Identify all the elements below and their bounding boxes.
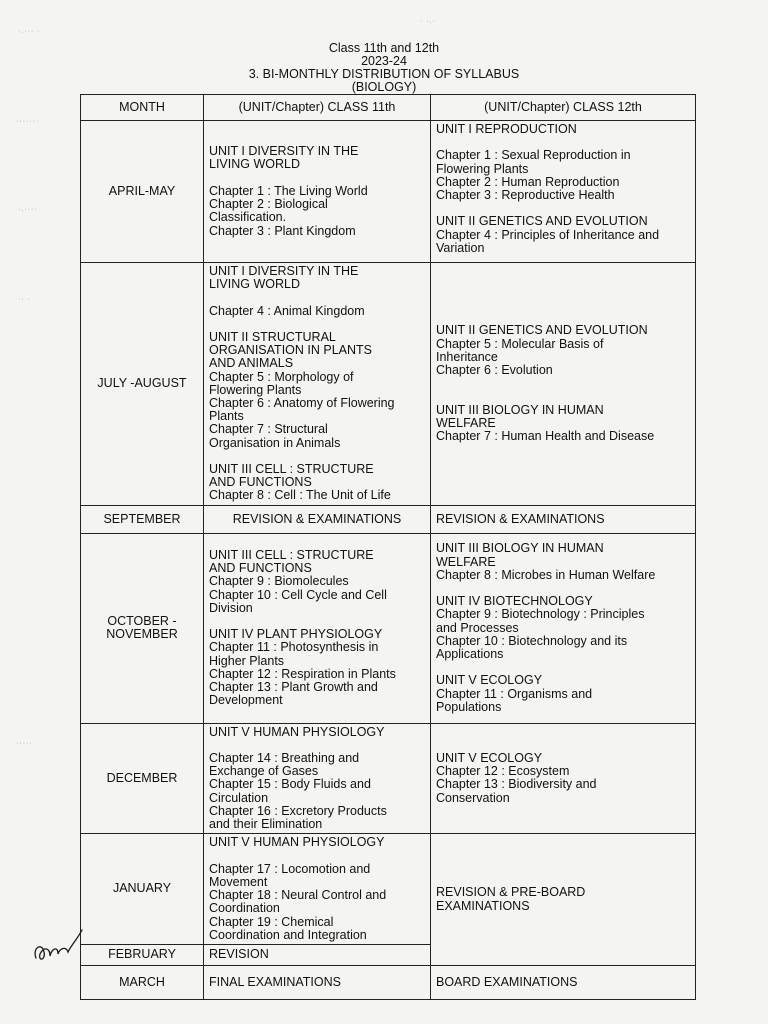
month-cell: MARCH: [81, 965, 204, 999]
class11-cell: UNIT I DIVERSITY IN THE LIVING WORLD Chapter 4 : Animal Kingdom UNIT II STRUCTURAL ORGANISATION IN PLANTS AND ANIMALS Chapter 5 : Morphology of Flowering Plants Chapter 6 : Anatomy of Flowering Plants Chapter 7 : Structural Organisation in Animals UNIT III CELL : STRUCTURE AND FUNCTIONS Chapter 8 : Cell : The Unit of Life: [204, 263, 431, 506]
scan-speck: ·.··· ·: [18, 28, 41, 35]
table-row: [81, 121, 696, 263]
column-header-month: MONTH: [81, 95, 204, 121]
header-year-line: 2023-24: [361, 54, 407, 68]
class11-cell: UNIT V HUMAN PHYSIOLOGY Chapter 17 : Locomotion and Movement Chapter 18 : Neural Control and Coordination Chapter 19 : Chemical Coordination and Integration: [204, 834, 431, 945]
class12-cell: REVISION & EXAMINATIONS: [431, 505, 696, 533]
month-cell: SEPTEMBER: [81, 505, 204, 533]
class11-cell: FINAL EXAMINATIONS: [204, 965, 431, 999]
class12-cell: UNIT III BIOLOGY IN HUMAN WELFARE Chapter 8 : Microbes in Human Welfare UNIT IV BIOTECHNOLOGY Chapter 9 : Biotechnology : Principles and Processes Chapter 10 : Biotechnology and its Applications UNIT V ECOLOGY Chapter 11 : Organisms and Populations: [431, 533, 696, 723]
class12-cell: UNIT II GENETICS AND EVOLUTION Chapter 5 : Molecular Basis of Inheritance Chapter 6 : Evolution UNIT III BIOLOGY IN HUMAN WELFARE Chapter 7 : Human Health and Disease: [431, 263, 696, 506]
class11-cell: REVISION: [204, 944, 431, 965]
table-header-row: [81, 95, 696, 121]
class11-cell: UNIT I DIVERSITY IN THE LIVING WORLD Chapter 1 : The Living World Chapter 2 : Biological Classification. Chapter 3 : Plant Kingdom: [204, 121, 431, 263]
class12-cell: UNIT I REPRODUCTION Chapter 1 : Sexual Reproduction in Flowering Plants Chapter 2 : Human Reproduction Chapter 3 : Reproductive Health UNIT II GENETICS AND EVOLUTION Chapter 4 : Principles of Inheritance and Variation: [431, 121, 696, 263]
month-cell: OCTOBER - NOVEMBER: [81, 533, 204, 723]
class11-cell: UNIT III CELL : STRUCTURE AND FUNCTIONS Chapter 9 : Biomolecules Chapter 10 : Cell Cycle and Cell Division UNIT IV PLANT PHYSIOLOGY Chapter 11 : Photosynthesis in Higher Plants Chapter 12 : Respiration in Plants Chapter 13 : Plant Growth and Development: [204, 533, 431, 723]
table-row: [81, 533, 696, 723]
handwritten-signature: [28, 918, 88, 968]
scan-speck: ·· ·: [18, 296, 31, 303]
class12-cell: BOARD EXAMINATIONS: [431, 965, 696, 999]
month-cell: APRIL-MAY: [81, 121, 204, 263]
syllabus-table: [80, 94, 696, 1000]
table-row: [81, 965, 696, 999]
column-header-class12: (UNIT/Chapter) CLASS 12th: [431, 95, 696, 121]
header-class-line: Class 11th and 12th: [328, 41, 440, 55]
class12-cell: UNIT V ECOLOGY Chapter 12 : Ecosystem Chapter 13 : Biodiversity and Conservation: [431, 723, 696, 834]
scan-speck: ·.····: [18, 206, 38, 213]
table-row: [81, 505, 696, 533]
month-cell: JANUARY: [81, 834, 204, 945]
class11-cell: REVISION & EXAMINATIONS: [204, 505, 431, 533]
scan-speck: · ·.·: [420, 18, 436, 25]
table-row: [81, 263, 696, 506]
scan-speck: ·······: [16, 118, 40, 125]
month-cell: JULY -AUGUST: [81, 263, 204, 506]
header-title-line: 3. BI-MONTHLY DISTRIBUTION OF SYLLABUS: [248, 67, 520, 81]
scan-speck: ·····: [16, 740, 33, 747]
table-row: [81, 723, 696, 834]
class12-cell: REVISION & PRE-BOARD EXAMINATIONS: [431, 834, 696, 966]
table-row: [81, 834, 696, 945]
column-header-class11: (UNIT/Chapter) CLASS 11th: [204, 95, 431, 121]
class11-cell: UNIT V HUMAN PHYSIOLOGY Chapter 14 : Breathing and Exchange of Gases Chapter 15 : Body Fluids and Circulation Chapter 16 : Excretory Products and their Elimination: [204, 723, 431, 834]
header-subject-line: (BIOLOGY): [351, 80, 417, 94]
month-cell: DECEMBER: [81, 723, 204, 834]
month-cell: FEBRUARY: [81, 944, 204, 965]
